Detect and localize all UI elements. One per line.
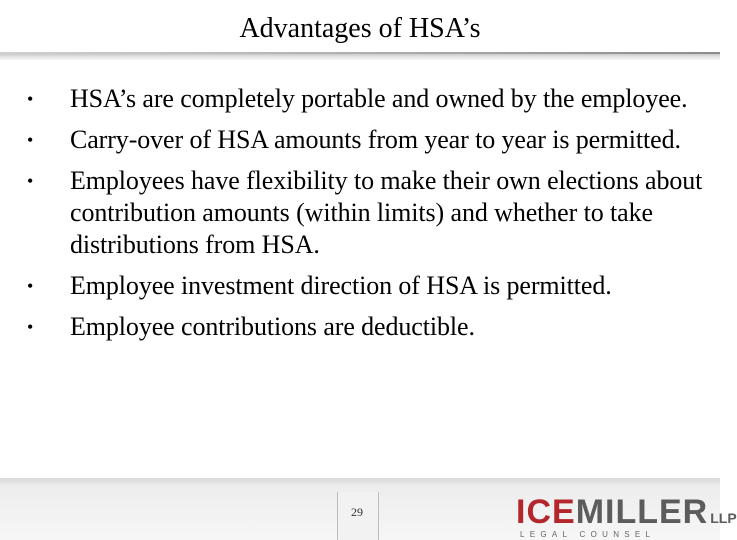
ice-miller-logo [516,493,737,540]
bullet-icon: • [27,276,34,296]
title-divider-shadow [0,54,720,60]
bullet-item [0,83,720,115]
bullet-text: Employee contributions are deductible. [70,312,475,341]
bullet-text: HSA’s are completely portable and owned by the employee. [70,84,688,113]
logo-ice-text: ICE [516,493,576,531]
bullet-text: Employee investment direction of HSA is permitted. [70,271,612,300]
bullet-text: Employees have flexibility to make their own elections about contribution amounts (within limits) and whether to take distributions from HSA. [70,166,703,259]
logo-tagline: LEGAL COUNSEL [520,530,656,539]
bullet-item [0,270,720,302]
bullet-item [0,124,720,156]
bullet-item [0,165,720,261]
bullet-item [0,311,720,343]
logo-llp-text: LLP [710,510,737,526]
bullet-icon: • [27,89,34,109]
slide-title: Advantages of HSA’s [239,13,481,44]
bullet-icon: • [27,171,34,191]
logo-wordmark [516,494,737,530]
logo-miller-text: MILLER [575,493,709,531]
page-number: 29 [351,505,363,519]
bullet-list [0,83,720,352]
bullet-text: Carry-over of HSA amounts from year to year is permitted. [70,125,681,154]
bullet-icon: • [27,130,34,150]
bullet-icon: • [27,317,34,337]
